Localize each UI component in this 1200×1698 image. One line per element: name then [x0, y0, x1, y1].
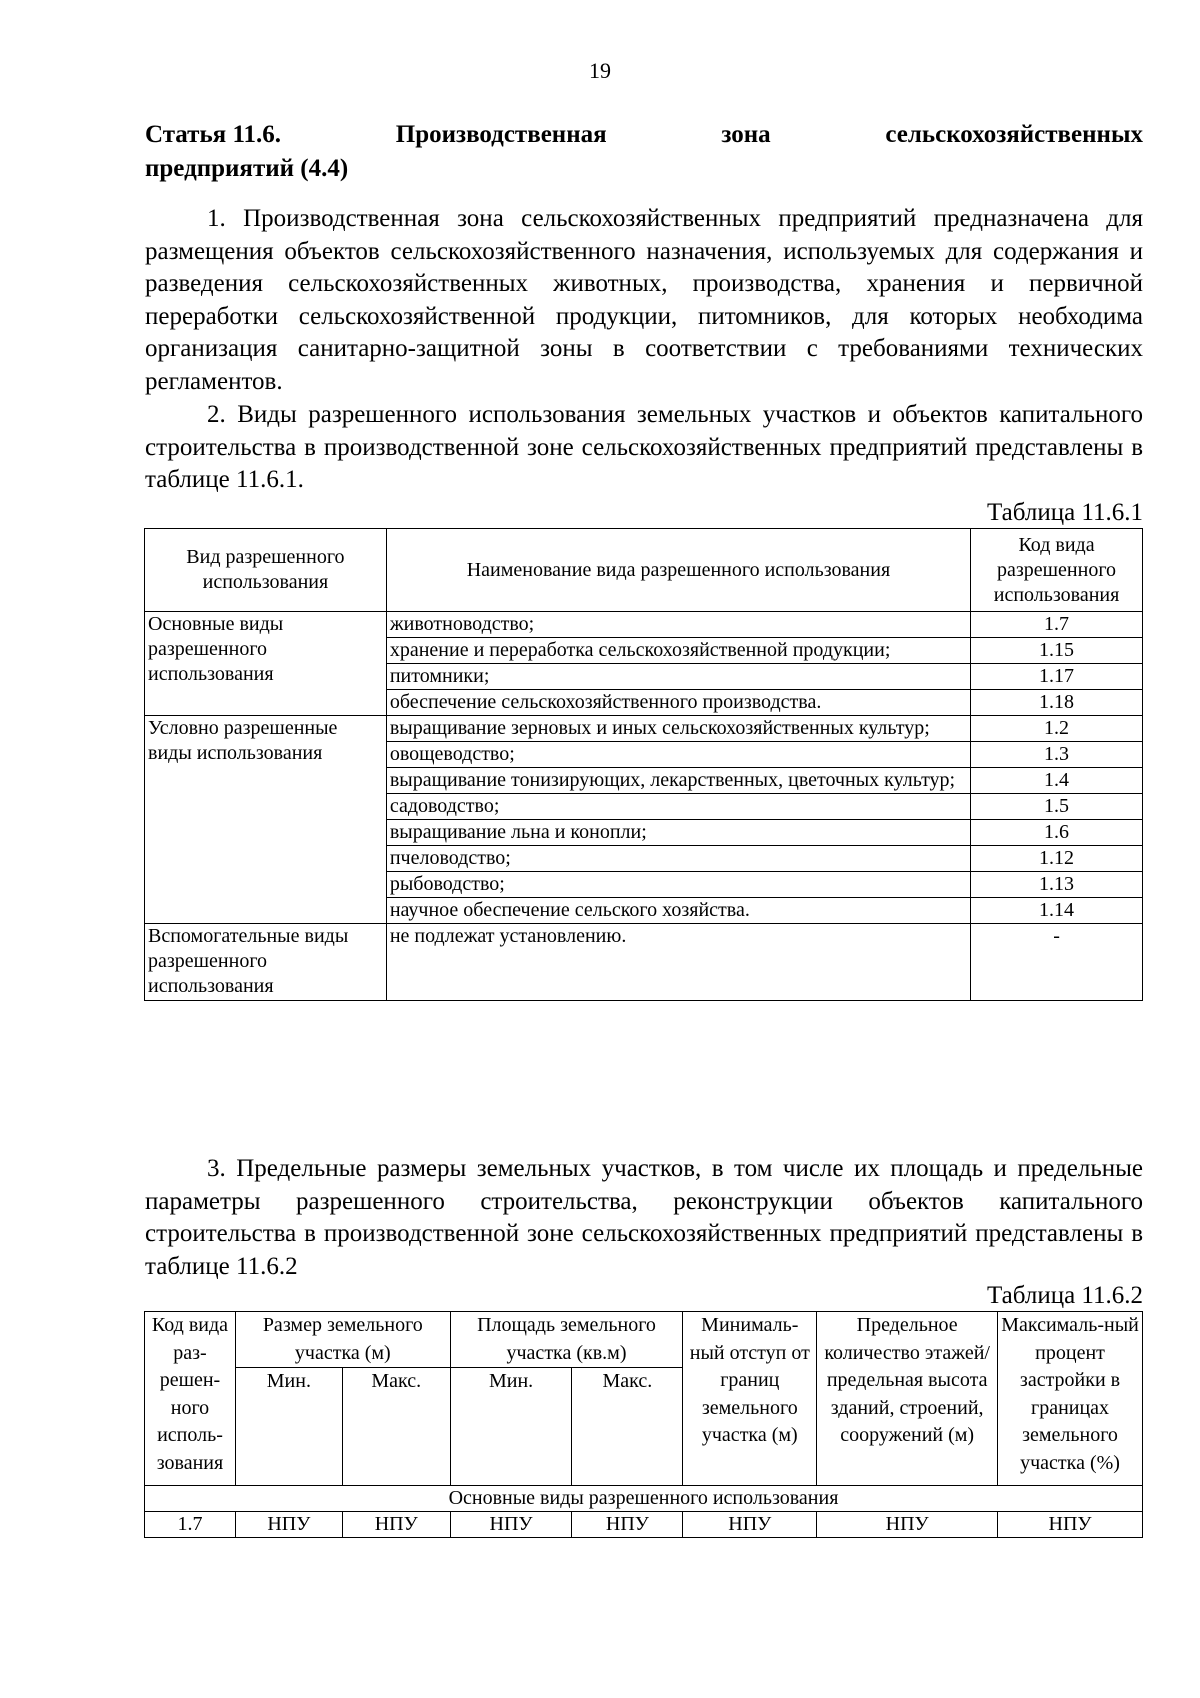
use-code: 1.7: [971, 612, 1143, 638]
use-name: обеспечение сельскохозяйственного производства.: [386, 690, 970, 716]
table-cell: НПУ: [572, 1512, 683, 1538]
use-code: 1.15: [971, 638, 1143, 664]
use-name: питомники;: [386, 664, 970, 690]
use-name: животноводство;: [386, 612, 970, 638]
column-header: Наименование вида разрешенного использования: [386, 529, 970, 612]
use-code: 1.17: [971, 664, 1143, 690]
paragraph-1: 1. Производственная зона сельскохозяйственных предприятий предназначена для размещения объектов сельскохозяйственного назначения, используемых для содержания и разведения сельскохозяйственных животных, производства, хранения и первичной переработки сельскохозяйственной продукции, питомников, для которых необходима организация санитарно-защитной зоны в соответствии с требованиями технических регламентов.: [145, 205, 1143, 395]
group-label: Условно разрешенные виды использования: [145, 716, 387, 924]
column-header: Площадь земельного участка (кв.м): [450, 1312, 683, 1368]
column-header: Код вида разрешенного использования: [971, 529, 1143, 612]
table-cell: НПУ: [450, 1512, 572, 1538]
use-code: 1.5: [971, 794, 1143, 820]
use-name: пчеловодство;: [386, 846, 970, 872]
use-code: 1.3: [971, 742, 1143, 768]
table-cell: НПУ: [998, 1512, 1143, 1538]
use-name: не подлежат установлению.: [386, 924, 970, 1001]
column-header: Максималь-ный процент застройки в границах земельного участка (%): [998, 1312, 1143, 1486]
table-2-caption: Таблица 11.6.2: [987, 1282, 1143, 1309]
use-code: 1.2: [971, 716, 1143, 742]
paragraph-3: 3. Предельные размеры земельных участков, в том числе их площадь и предельные параметры разрешенного строительства, реконструкции объектов капитального строительства в производственной зоне сельскохозяйственных предприятий представлены в таблице 11.6.2: [145, 1155, 1143, 1280]
table-row: [145, 1512, 1143, 1538]
use-code: 1.12: [971, 846, 1143, 872]
heading-line-2: предприятий (4.4): [145, 155, 349, 182]
column-header: Мин.: [235, 1368, 342, 1486]
use-name: хранение и переработка сельскохозяйственной продукции;: [386, 638, 970, 664]
column-header: Код вида раз-решен-ного исполь-зования: [145, 1312, 236, 1486]
paragraph-2: 2. Виды разрешенного использования земельных участков и объектов капитального строительства в производственной зоне сельскохозяйственных предприятий представлены в таблице 11.6.1.: [145, 401, 1143, 494]
use-name: выращивание льна и конопли;: [386, 820, 970, 846]
limits-table: [144, 1311, 1143, 1538]
page-number: 19: [589, 58, 611, 83]
table-cell: НПУ: [817, 1512, 998, 1538]
heading-word: зона: [721, 121, 771, 148]
column-header: Размер земельного участка (м): [235, 1312, 450, 1368]
group-label: Вспомогательные виды разрешенного использования: [145, 924, 387, 1001]
use-code: -: [971, 924, 1143, 1001]
permitted-use-table: [144, 528, 1143, 1001]
use-code: 1.13: [971, 872, 1143, 898]
column-header: Мин.: [450, 1368, 572, 1486]
use-name: выращивание тонизирующих, лекарственных, цветочных культур;: [386, 768, 970, 794]
heading-word: Статья 11.6.: [145, 121, 282, 148]
use-name: овощеводство;: [386, 742, 970, 768]
column-header: Вид разрешенного использования: [145, 529, 387, 612]
table-cell: НПУ: [235, 1512, 342, 1538]
table-cell: НПУ: [342, 1512, 450, 1538]
heading-word: Производственная: [395, 121, 607, 148]
column-header: Макс.: [342, 1368, 450, 1486]
article-heading: [145, 118, 1143, 186]
use-code: 1.4: [971, 768, 1143, 794]
use-name: научное обеспечение сельского хозяйства.: [386, 898, 970, 924]
heading-word: сельскохозяйственных: [885, 121, 1143, 148]
table-1-caption: Таблица 11.6.1: [987, 499, 1143, 526]
use-code: 1.6: [971, 820, 1143, 846]
column-header: Предельное количество этажей/ предельная высота зданий, строений, сооружений (м): [817, 1312, 998, 1486]
column-header: Минималь-ный отступ от границ земельного участка (м): [683, 1312, 817, 1486]
table-cell: 1.7: [145, 1512, 236, 1538]
use-name: рыбоводство;: [386, 872, 970, 898]
use-name: выращивание зерновых и иных сельскохозяйственных культур;: [386, 716, 970, 742]
group-row: Основные виды разрешенного использования: [145, 1486, 1143, 1512]
use-code: 1.14: [971, 898, 1143, 924]
table-cell: НПУ: [683, 1512, 817, 1538]
use-code: 1.18: [971, 690, 1143, 716]
use-name: садоводство;: [386, 794, 970, 820]
group-label: Основные виды разрешенного использования: [145, 612, 387, 716]
column-header: Макс.: [572, 1368, 683, 1486]
